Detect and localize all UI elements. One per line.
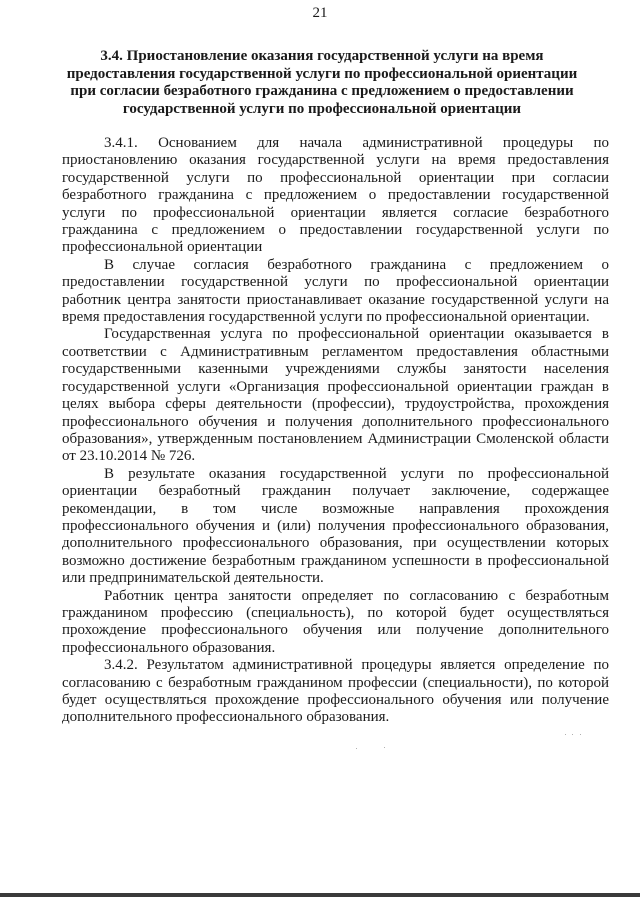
scan-speck xyxy=(572,734,573,735)
text-line: Работник центра занятости определяет по согласованию с безработным xyxy=(104,587,609,604)
text-line: приостановлению оказания государственной услуги на время предоставления xyxy=(62,152,609,169)
page-number: 21 xyxy=(312,5,328,21)
text-line: государственной услуги «Организация профессиональной ориентации граждан в xyxy=(62,378,609,395)
heading-line: государственной услуги по профессиональной ориентации xyxy=(122,100,522,117)
scan-speck xyxy=(565,734,566,735)
heading-line: 3.4. Приостановление оказания государственной услуги на время xyxy=(100,48,544,64)
text-line: время предоставления государственной услуги по профессиональной ориентации. xyxy=(62,309,590,326)
text-line: гражданина с предложением о предоставлении государственной услуги по xyxy=(62,222,609,239)
paragraph-consent-case xyxy=(62,257,609,327)
paragraph-profession-agreement xyxy=(62,588,609,658)
text-line: согласованию с безработным гражданином профессии (специальности), по которой xyxy=(62,674,609,691)
text-line: предоставлении государственной услуги по профессиональной ориентации xyxy=(62,274,609,291)
text-line: профессионального образования. xyxy=(62,639,276,656)
document-body xyxy=(62,135,609,727)
paragraph-3-4-1 xyxy=(62,135,609,257)
text-line: услуги по профессиональной ориентации является согласие безработного xyxy=(62,204,609,221)
text-line: В результате оказания государственной услуги по профессиональной xyxy=(104,465,609,482)
text-line: или предпринимательской деятельности. xyxy=(62,570,324,587)
text-line: целях выбора сферы деятельности (профессии), трудоустройства, прохождения xyxy=(62,396,609,413)
text-line: профессиональной ориентации xyxy=(62,239,263,256)
text-line: ориентации безработный гражданин получает заключение, содержащее xyxy=(62,483,609,500)
heading-line: при согласии безработного гражданина с предложением о предоставлении xyxy=(70,83,574,99)
text-line: гражданином профессию (специальность), по которой будет осуществляться xyxy=(62,604,609,621)
text-line: Государственная услуга по профессиональной ориентации оказывается в xyxy=(104,326,609,343)
text-line: работник центра занятости приостанавливает оказание государственной услуги на xyxy=(62,291,609,308)
text-line: будет осуществляться прохождение профессионального обучения или получение xyxy=(62,692,609,708)
text-line: безработного гражданина с предложением о предоставлении государственной xyxy=(62,187,609,204)
text-line: профессионального обучения и получения дополнительного профессионального xyxy=(62,413,609,430)
text-line: дополнительного профессионального образования, при осуществлении которых xyxy=(62,535,609,552)
text-line: рекомендации, в том числе возможные направления прохождения xyxy=(62,500,609,517)
scan-speck xyxy=(580,734,581,735)
scan-bottom-edge xyxy=(0,893,640,897)
text-line: соответствии с Административным регламентом предоставления областными xyxy=(62,343,609,360)
scan-speck xyxy=(356,748,357,749)
text-line: 3.4.1. Основанием для начала административной процедуры по xyxy=(104,135,609,151)
paragraph-result-conclusion xyxy=(62,466,609,588)
text-line: В случае согласия безработного гражданина с предложением о xyxy=(104,256,609,273)
text-line: от 23.10.2014 № 726. xyxy=(62,448,196,465)
text-line: 3.4.2. Результатом административной процедуры является определение по xyxy=(104,657,609,674)
heading-line: предоставления государственной услуги по профессиональной ориентации xyxy=(66,65,578,82)
text-line: государственными казенными учреждениями службы занятости населения xyxy=(62,361,609,378)
text-line: возможно достижение безработным гражданином успешности в профессиональной xyxy=(62,552,609,569)
text-line: дополнительного профессионального образования. xyxy=(62,709,390,726)
text-line: профессионального обучения и (или) получения профессионального образования, xyxy=(62,517,609,534)
text-line: образования», утвержденным постановлением Администрации Смоленской области xyxy=(62,430,609,447)
text-line: прохождение профессионального обучения или получение дополнительного xyxy=(62,622,609,639)
text-line: государственной услуги по профессиональной ориентации при согласии xyxy=(62,169,609,186)
paragraph-regulation xyxy=(62,326,609,465)
scan-speck xyxy=(384,747,385,748)
section-heading xyxy=(62,48,582,118)
paragraph-3-4-2 xyxy=(62,657,609,727)
